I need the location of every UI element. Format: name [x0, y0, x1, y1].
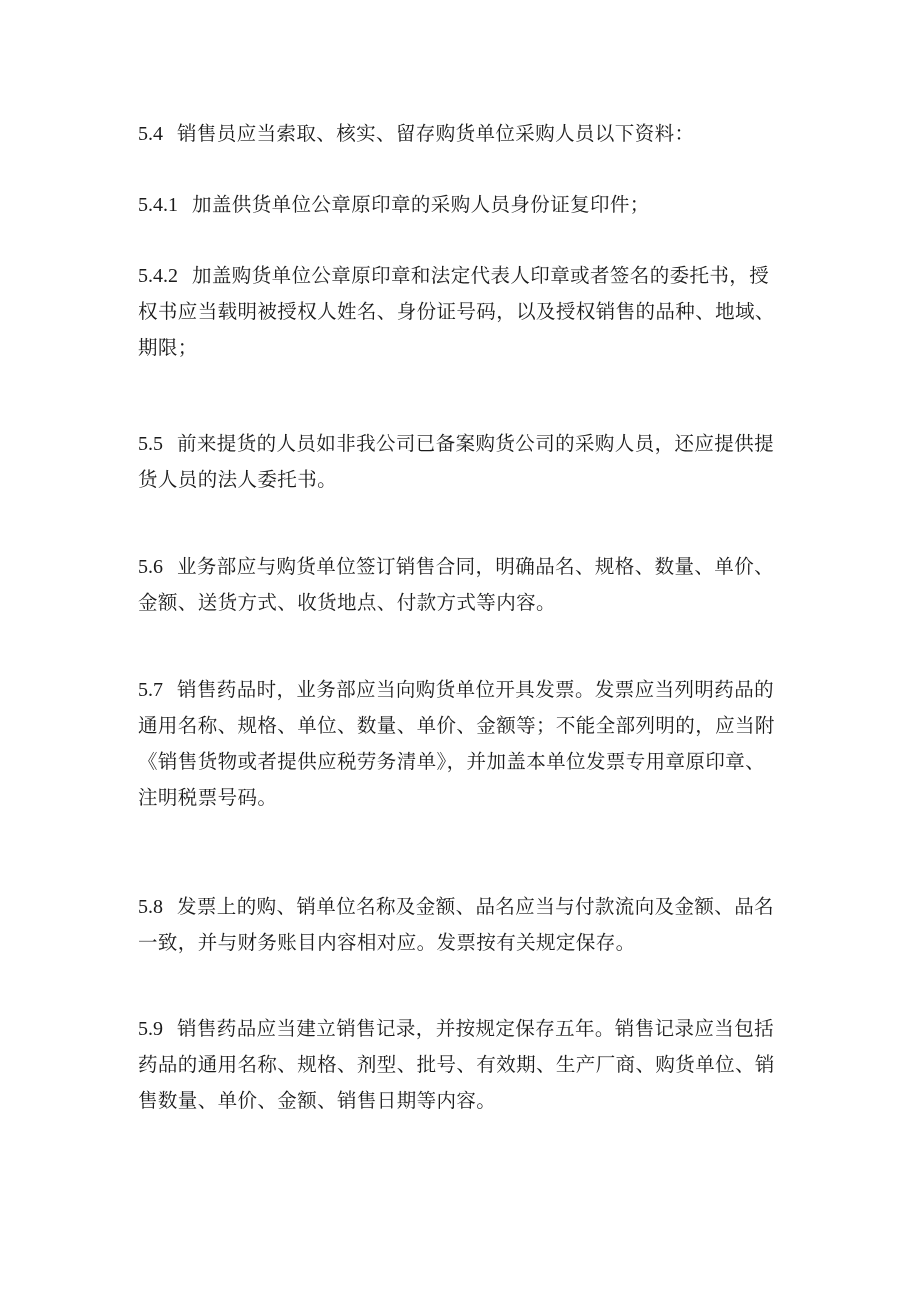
paragraph-line: 售数量、单价、金额、销售日期等内容。	[138, 1089, 497, 1112]
section-text: 发票上的购、销单位名称及金额、品名应当与付款流向及金额、品名	[177, 895, 775, 918]
paragraph-line	[138, 426, 798, 462]
paragraph-line: 一致，并与财务账目内容相对应。发票按有关规定保存。	[138, 931, 636, 954]
section-text: 销售药品应当建立销售记录，并按规定保存五年。销售记录应当包括	[177, 1017, 775, 1040]
paragraph-line	[138, 672, 798, 708]
section-text: 业务部应与购货单位签订销售合同，明确品名、规格、数量、单价、	[177, 555, 775, 578]
section-number: 5.5	[138, 433, 163, 455]
section-5-4	[138, 116, 798, 152]
section-text: 前来提货的人员如非我公司已备案购货公司的采购人员，还应提供提	[177, 432, 775, 455]
paragraph-line	[138, 258, 798, 294]
paragraph-line: 货人员的法人委托书。	[138, 468, 338, 491]
section-number: 5.4.1	[138, 194, 178, 216]
section-5-8	[138, 889, 798, 961]
paragraph-line	[138, 116, 798, 152]
paragraph-line	[138, 549, 798, 585]
section-number: 5.4.2	[138, 265, 178, 287]
section-number: 5.4	[138, 123, 163, 145]
section-number: 5.8	[138, 896, 163, 918]
section-number: 5.9	[138, 1018, 163, 1040]
section-5-7	[138, 672, 798, 816]
section-5-5	[138, 426, 798, 498]
paragraph-line: 通用名称、规格、单位、数量、单价、金额等；不能全部列明的，应当附	[138, 714, 775, 737]
paragraph-line: 《销售货物或者提供应税劳务清单》，并加盖本单位发票专用章原印章、	[138, 750, 766, 773]
section-5-4-2	[138, 258, 798, 366]
paragraph-line: 注明税票号码。	[138, 786, 278, 809]
section-text: 加盖购货单位公章原印章和法定代表人印章或者签名的委托书，授	[192, 264, 770, 287]
section-5-9	[138, 1011, 798, 1119]
paragraph-line: 权书应当载明被授权人姓名、身份证号码，以及授权销售的品种、地域、	[138, 300, 775, 323]
paragraph-line: 金额、送货方式、收货地点、付款方式等内容。	[138, 591, 556, 614]
paragraph-line	[138, 187, 798, 223]
paragraph-line	[138, 889, 798, 925]
section-text: 销售药品时，业务部应当向购货单位开具发票。发票应当列明药品的	[177, 678, 775, 701]
section-number: 5.6	[138, 556, 163, 578]
section-5-4-1	[138, 187, 798, 223]
section-number: 5.7	[138, 679, 163, 701]
paragraph-line: 药品的通用名称、规格、剂型、批号、有效期、生产厂商、购货单位、销	[138, 1053, 775, 1076]
paragraph-line: 期限；	[138, 336, 198, 359]
paragraph-line	[138, 1011, 798, 1047]
section-text: 加盖供货单位公章原印章的采购人员身份证复印件；	[192, 193, 650, 216]
section-5-6	[138, 549, 798, 621]
section-text: 销售员应当索取、核实、留存购货单位采购人员以下资料：	[177, 122, 695, 145]
